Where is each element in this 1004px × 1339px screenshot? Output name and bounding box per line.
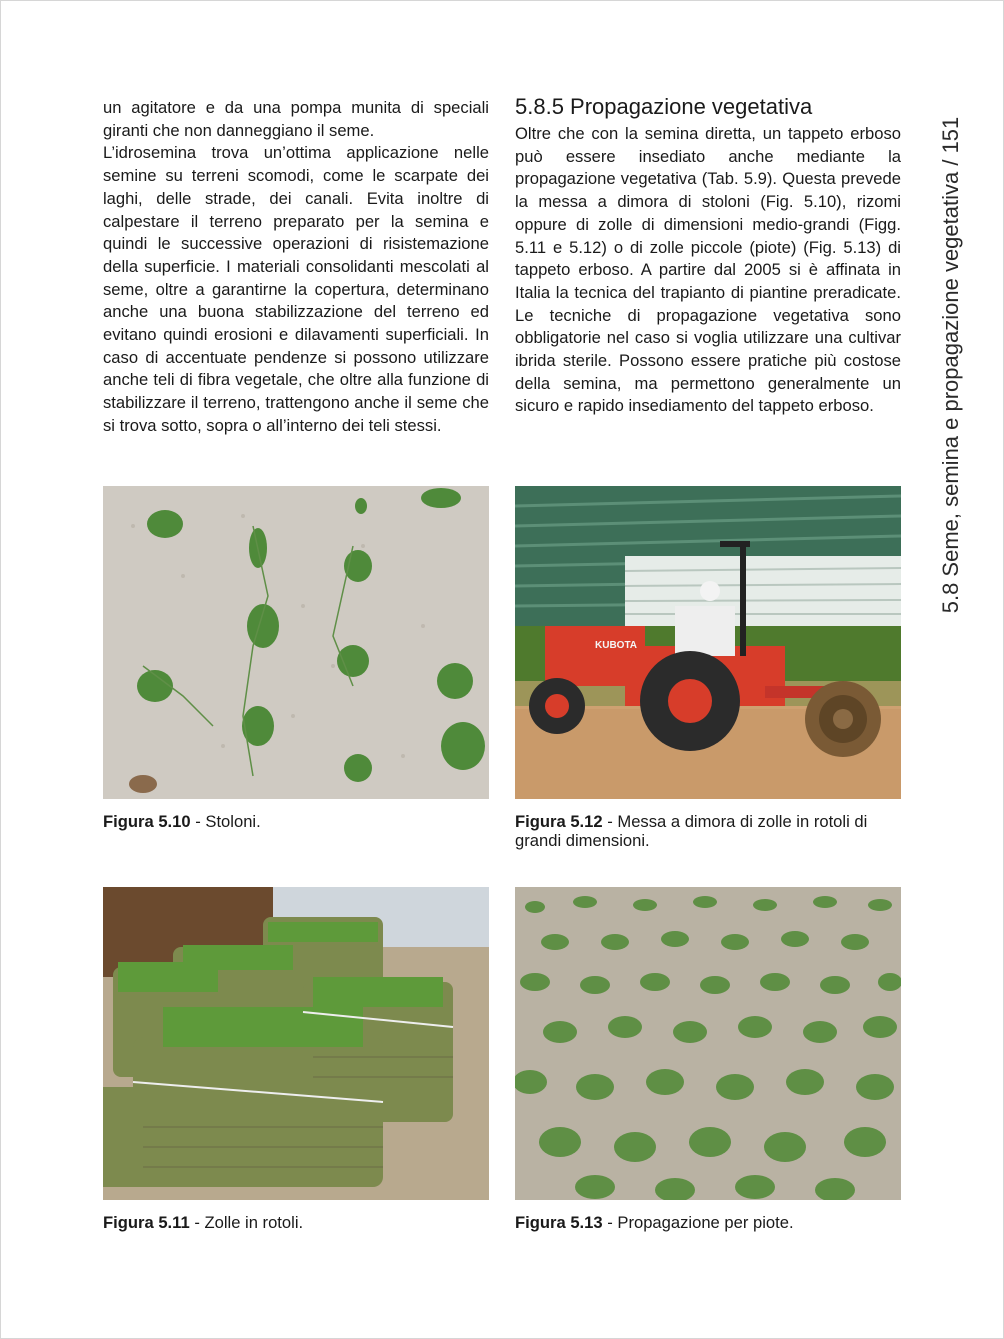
figure-caption [103, 812, 489, 831]
figure-caption [515, 1213, 901, 1232]
figure-caption-text: - Zolle in rotoli. [189, 1213, 304, 1232]
figure-caption [515, 812, 901, 850]
figure-caption-text: - Stoloni. [190, 812, 261, 831]
figure-caption-text: - Messa a dimora di zolle in rotoli di grandi dimensioni. [515, 812, 868, 850]
tractor-brand-text: KUBOTA [595, 640, 638, 651]
running-head-text: 5.8 Seme, semina e propagazione vegetativa / 151 [938, 116, 963, 614]
photo-plugs [515, 887, 901, 1200]
paragraph: un agitatore e da una pompa munita di speciali giranti che non danneggiano il seme. [103, 98, 489, 140]
figure-caption [103, 1213, 489, 1232]
photo-stolons [103, 486, 489, 799]
figure-label: Figura 5.11 [103, 1213, 190, 1232]
figure-caption-text: - Propagazione per piote. [602, 1213, 794, 1232]
section-title: 5.8.5 Propagazione vegetativa [515, 94, 813, 119]
paragraph: Oltre che con la semina diretta, un tappeto erboso può essere insediato anche mediante la propagazione vegetativa (Tab. 5.9). Questa prevede la messa a dimora di stoloni (Fig. 5.10), rizomi oppure di zolle di dimensioni medio-grandi (Figg. 5.11 e 5.12) o di zolle piccole (piote) (Fig. 5.13) di tappeto erboso. A partire dal 2005 si è affinata in Italia la tecnica del trapianto di piantine preradicate. Le tecniche di propagazione vegetativa sono obbligatorie nel caso si voglia utilizzare una cultivar ibrida sterile. Possono essere pratiche più costose della semina, ma permettono generalmente un sicuro e rapido insediamento del tappeto erboso. [515, 124, 901, 416]
left-text-column [103, 97, 489, 438]
photo-tractor [515, 486, 901, 799]
photo-sod-rolls [103, 887, 489, 1200]
figure-label: Figura 5.13 [515, 1213, 603, 1232]
paragraph: L’idrosemina trova un’ottima applicazione nelle semine su terreni scomodi, come le scarpate dei laghi, delle strade, dei canali. Evita inoltre di calpestare il terreno preparato per la semina e quindi le successive operazioni di risistemazione della superficie. I materiali consolidanti mescolati al seme, oltre a garantirne la copertura, determinano anche una buona stabilizzazione del terreno ed evitano quindi erosioni e dilavamenti superficiali. In caso di accentuate pendenze si possono utilizzare anche teli di fibra vegetale, che oltre alla funzione di stabilizzare il terreno, trattengono anche il seme che si trova sotto, sopra o all’interno dei teli stessi. [103, 143, 489, 435]
figure-label: Figura 5.10 [103, 812, 191, 831]
figure-label: Figura 5.12 [515, 812, 603, 831]
right-text-column [515, 93, 901, 418]
